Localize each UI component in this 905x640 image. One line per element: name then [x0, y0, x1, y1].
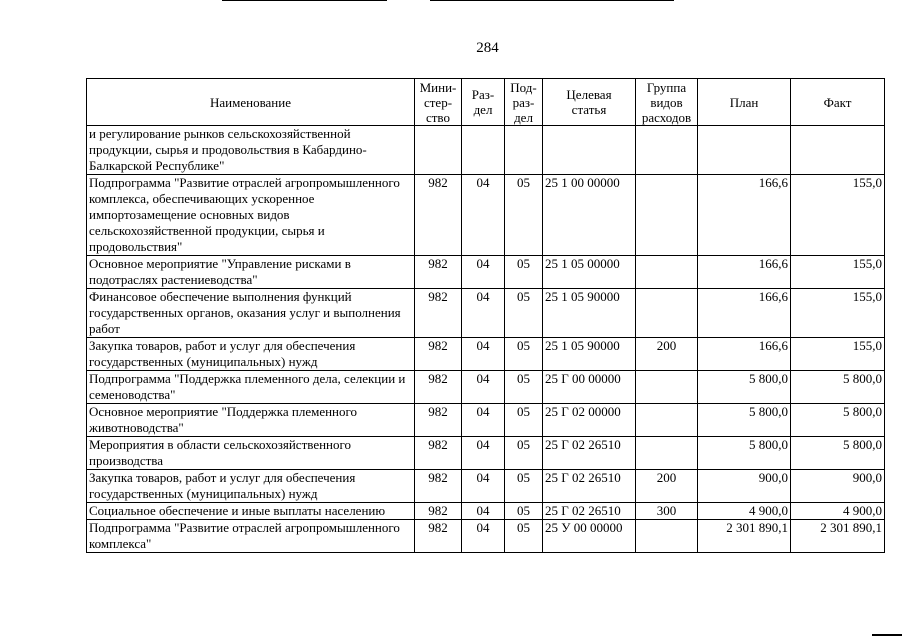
header-plan: План [698, 79, 791, 126]
cell-name: Социальное обеспечение и иные выплаты населению [87, 503, 415, 520]
cell-group [636, 404, 698, 437]
cell-plan: 4 900,0 [698, 503, 791, 520]
cell-fact: 900,0 [791, 470, 885, 503]
cell-plan: 5 800,0 [698, 404, 791, 437]
cell-subsection: 05 [505, 256, 543, 289]
cell-article: 25 У 00 00000 [543, 520, 636, 553]
cell-subsection: 05 [505, 437, 543, 470]
cell-article: 25 1 05 90000 [543, 289, 636, 338]
table-row [87, 371, 885, 404]
cell-group [636, 175, 698, 256]
table-row [87, 520, 885, 553]
cell-name: Закупка товаров, работ и услуг для обеспечения государственных (муниципальных) нужд [87, 338, 415, 371]
table-row [87, 404, 885, 437]
cell-article: 25 Г 02 26510 [543, 437, 636, 470]
cell-group [636, 256, 698, 289]
cell-ministry [415, 126, 462, 175]
cell-plan: 166,6 [698, 256, 791, 289]
cell-plan: 5 800,0 [698, 371, 791, 404]
cell-fact: 5 800,0 [791, 437, 885, 470]
top-rule-left [222, 0, 387, 1]
cell-article: 25 Г 02 26510 [543, 470, 636, 503]
cell-fact: 155,0 [791, 256, 885, 289]
cell-section: 04 [462, 470, 505, 503]
cell-plan [698, 126, 791, 175]
page-number: 284 [476, 40, 499, 56]
cell-group: 300 [636, 503, 698, 520]
cell-name: Финансовое обеспечение выполнения функций государственных органов, оказания услуг и выполнения работ [87, 289, 415, 338]
cell-group: 200 [636, 470, 698, 503]
cell-section: 04 [462, 338, 505, 371]
header-ministry: Мини- стер- ство [415, 79, 462, 126]
cell-ministry: 982 [415, 520, 462, 553]
cell-ministry: 982 [415, 338, 462, 371]
header-section: Раз- дел [462, 79, 505, 126]
cell-fact: 155,0 [791, 338, 885, 371]
cell-ministry: 982 [415, 289, 462, 338]
cell-section: 04 [462, 289, 505, 338]
cell-fact: 5 800,0 [791, 404, 885, 437]
cell-article: 25 1 05 90000 [543, 338, 636, 371]
header-target-article: Целевая статья [543, 79, 636, 126]
cell-fact: 4 900,0 [791, 503, 885, 520]
cell-plan: 166,6 [698, 289, 791, 338]
cell-fact: 155,0 [791, 289, 885, 338]
cell-section: 04 [462, 175, 505, 256]
cell-ministry: 982 [415, 256, 462, 289]
cell-name: и регулирование рынков сельскохозяйственной продукции, сырья и продовольствия в Кабардино-Балкарской Республике" [87, 126, 415, 175]
cell-name: Закупка товаров, работ и услуг для обеспечения государственных (муниципальных) нужд [87, 470, 415, 503]
table-row [87, 470, 885, 503]
budget-table [86, 78, 885, 553]
cell-subsection: 05 [505, 520, 543, 553]
header-fact: Факт [791, 79, 885, 126]
cell-subsection: 05 [505, 371, 543, 404]
cell-plan: 900,0 [698, 470, 791, 503]
cell-group [636, 437, 698, 470]
table-body [87, 126, 885, 553]
cell-ministry: 982 [415, 175, 462, 256]
cell-group [636, 520, 698, 553]
cell-section: 04 [462, 371, 505, 404]
cell-section: 04 [462, 404, 505, 437]
table-row [87, 338, 885, 371]
cell-subsection: 05 [505, 338, 543, 371]
cell-subsection: 05 [505, 289, 543, 338]
cell-group [636, 126, 698, 175]
table-row [87, 503, 885, 520]
cell-name: Основное мероприятие "Поддержка племенного животноводства" [87, 404, 415, 437]
cell-ministry: 982 [415, 470, 462, 503]
cell-fact: 155,0 [791, 175, 885, 256]
cell-subsection: 05 [505, 404, 543, 437]
cell-subsection: 05 [505, 470, 543, 503]
cell-group [636, 289, 698, 338]
header-subsection: Под- раз- дел [505, 79, 543, 126]
cell-ministry: 982 [415, 437, 462, 470]
cell-subsection [505, 126, 543, 175]
cell-plan: 2 301 890,1 [698, 520, 791, 553]
table-row [87, 437, 885, 470]
table-row [87, 289, 885, 338]
cell-fact: 5 800,0 [791, 371, 885, 404]
header-name: Наименование [87, 79, 415, 126]
cell-ministry: 982 [415, 404, 462, 437]
corner-mark [872, 634, 902, 636]
cell-article: 25 1 05 00000 [543, 256, 636, 289]
table-row [87, 256, 885, 289]
cell-plan: 166,6 [698, 338, 791, 371]
header-expense-group: Группа видов расходов [636, 79, 698, 126]
cell-section: 04 [462, 520, 505, 553]
cell-article: 25 Г 02 00000 [543, 404, 636, 437]
cell-section [462, 126, 505, 175]
cell-name: Подпрограмма "Развитие отраслей агропромышленного комплекса" [87, 520, 415, 553]
table-row [87, 126, 885, 175]
cell-name: Подпрограмма "Поддержка племенного дела, селекции и семеноводства" [87, 371, 415, 404]
cell-group: 200 [636, 338, 698, 371]
cell-plan: 166,6 [698, 175, 791, 256]
cell-section: 04 [462, 437, 505, 470]
header-row [87, 79, 885, 126]
cell-fact [791, 126, 885, 175]
cell-ministry: 982 [415, 371, 462, 404]
table-row [87, 175, 885, 256]
cell-name: Основное мероприятие "Управление рисками в подотраслях растениеводства" [87, 256, 415, 289]
cell-section: 04 [462, 256, 505, 289]
cell-article [543, 126, 636, 175]
cell-plan: 5 800,0 [698, 437, 791, 470]
cell-group [636, 371, 698, 404]
cell-ministry: 982 [415, 503, 462, 520]
cell-article: 25 1 00 00000 [543, 175, 636, 256]
cell-article: 25 Г 02 26510 [543, 503, 636, 520]
cell-subsection: 05 [505, 175, 543, 256]
cell-section: 04 [462, 503, 505, 520]
cell-name: Подпрограмма "Развитие отраслей агропромышленного комплекса, обеспечивающих ускоренное импортозамещение основных видов сельскохозяйственной продукции, сырья и продовольствия" [87, 175, 415, 256]
top-rule-right [430, 0, 674, 1]
cell-article: 25 Г 00 00000 [543, 371, 636, 404]
cell-name: Мероприятия в области сельскохозяйственного производства [87, 437, 415, 470]
cell-fact: 2 301 890,1 [791, 520, 885, 553]
cell-subsection: 05 [505, 503, 543, 520]
